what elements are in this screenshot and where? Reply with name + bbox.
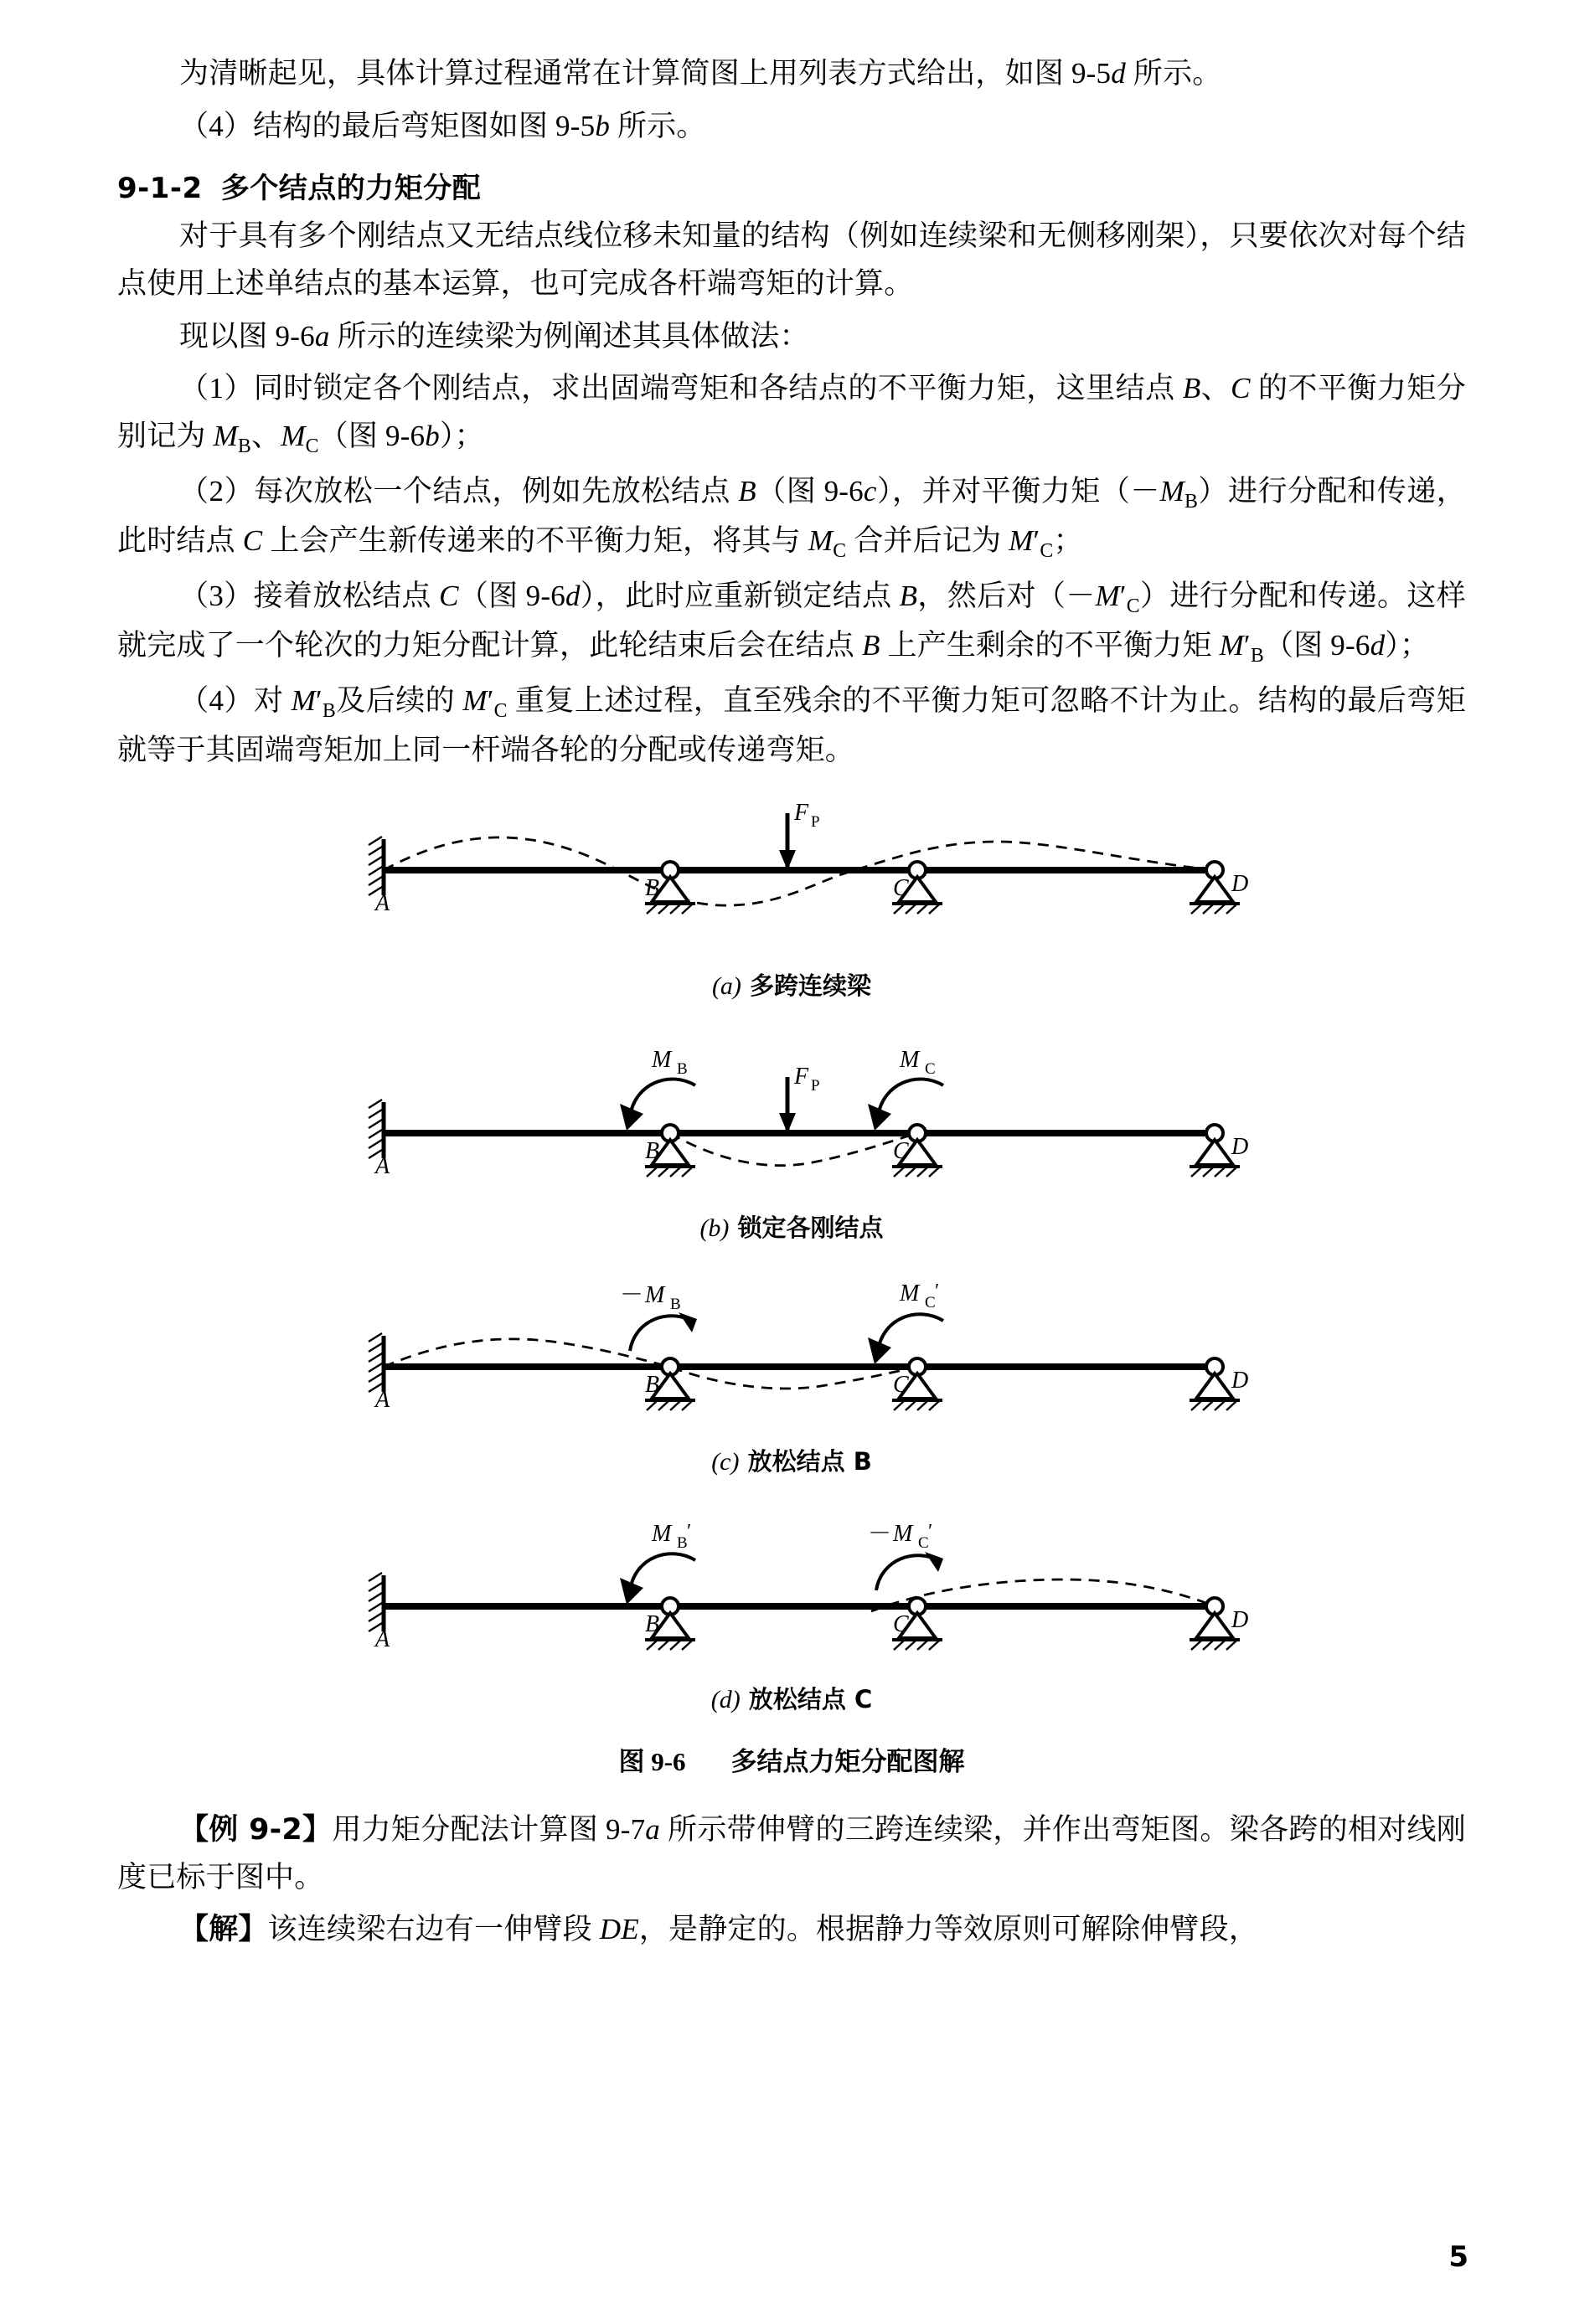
figure-main-caption [117, 1740, 1466, 1778]
svg-text:′: ′ [928, 1521, 933, 1543]
svg-text:F: F [794, 1064, 809, 1090]
paragraph-step-4: （4）对 $M'_B$及后续的 $M'_C$ 重复上述过程，直至残余的不平衡力矩可忽略不计为止。结构的最后弯矩就等于其固端弯矩加上同一杆端各轮的分配或传递弯矩。 [117, 683, 1466, 767]
svg-text:M: M [900, 1281, 920, 1307]
subfigure-c [117, 1279, 1466, 1477]
svg-text:A: A [375, 1387, 390, 1414]
svg-text:C: C [918, 1534, 929, 1553]
section-title: 多个结点的力矩分配 [220, 172, 482, 206]
svg-text:C: C [893, 1138, 909, 1165]
svg-text:A: A [375, 1153, 390, 1180]
svg-text:B: B [645, 1138, 660, 1165]
svg-text:M: M [652, 1521, 672, 1548]
svg-text:M: M [645, 1282, 665, 1309]
page-number: 5 [1448, 2240, 1468, 2274]
svg-text:B: B [645, 875, 660, 902]
svg-text:B: B [677, 1060, 688, 1079]
paragraph-intro-1: 为清晰起见，具体计算过程通常在计算简图上用列表方式给出，如图 9-5d 所示。 [179, 57, 1222, 90]
svg-text:M: M [900, 1047, 920, 1074]
svg-text:C: C [893, 1611, 909, 1638]
section-number: 9-1-2 [117, 172, 203, 206]
subfigure-c-text: 放松结点 B [747, 1447, 872, 1476]
subfigure-d-drawing [117, 1512, 1466, 1676]
subfigure-c-drawing [117, 1279, 1466, 1438]
svg-text:B: B [677, 1534, 688, 1553]
subfigure-b-label: (b) [699, 1214, 730, 1243]
svg-text:D: D [1231, 1607, 1249, 1634]
example-tag: 【例 9-2】 [179, 1813, 333, 1847]
subfigure-a-caption [117, 967, 1466, 1002]
paragraph-body-1: 对于具有多个刚结点又无结点线位移未知量的结构（例如连续梁和无侧移刚架），只要依次对每个结点使用上述单结点的基本运算，也可完成各杆端弯矩的计算。 [117, 219, 1466, 301]
subfigure-a-label: (a) [711, 972, 741, 1001]
svg-text:M: M [652, 1047, 672, 1074]
paragraph-body-2: 现以图 9-6a 所示的连续梁为例阐述其具体做法： [179, 319, 809, 353]
svg-text:D: D [1231, 871, 1249, 898]
subfigure-b-text: 锁定各刚结点 [737, 1214, 884, 1243]
figure-title: 多结点力矩分配图解 [730, 1747, 965, 1778]
page-content [117, 50, 1466, 1959]
svg-text:B: B [645, 1372, 660, 1399]
svg-text:C: C [893, 1372, 909, 1399]
svg-text:M: M [893, 1521, 913, 1548]
svg-text:C: C [925, 1060, 936, 1079]
paragraph-example: 【例 9-2】用力矩分配法计算图 9-7a 所示带伸臂的三跨连续梁，并作出弯矩图。梁各跨的相对线刚度已标于图中。 [117, 1813, 1466, 1894]
svg-text:A: A [375, 890, 390, 917]
svg-text:D: D [1231, 1368, 1249, 1394]
paragraph-step-3: （3）接着放松结点 C（图 9-6d），此时应重新锁定结点 B，然后对$(-M'_C)$进行分配和传递。这样就完成了一个轮次的力矩分配计算，此轮结束后会在结点 B 上产生剩余的不平衡力矩 $M'_B$（图 9-6d）； [117, 579, 1466, 667]
paragraph-solution: 【解】该连续梁右边有一伸臂段 DE，是静定的。根据静力等效原则可解除伸臂段， [179, 1913, 1259, 1947]
svg-text:F: F [794, 803, 809, 827]
subfigure-d-caption [117, 1681, 1466, 1715]
svg-text:′: ′ [935, 1281, 940, 1303]
figure-9-6 [117, 803, 1466, 1778]
svg-text:P: P [811, 813, 820, 832]
subfigure-a [117, 803, 1466, 1002]
subfigure-b-caption [117, 1209, 1466, 1244]
svg-text:P: P [811, 1077, 820, 1095]
paragraph-intro-2: （4）结构的最后弯矩图如图 9-5b 所示。 [179, 109, 706, 142]
subfigure-a-text: 多跨连续梁 [750, 971, 872, 1001]
svg-text:－: － [620, 1282, 644, 1309]
subfigure-b-drawing [117, 1037, 1466, 1204]
svg-text:′: ′ [687, 1521, 692, 1543]
paragraph-step-2: （2）每次放松一个结点，例如先放松结点 B（图 9-6c），并对平衡力矩$(-M_B)$进行分配和传递，此时结点 C 上会产生新传递来的不平衡力矩，将其与 $M_C$ 合并后记为 $M'_C$； [117, 474, 1466, 563]
subfigure-a-drawing [117, 803, 1466, 962]
paragraph-step-1: （1）同时锁定各个刚结点，求出固端弯矩和各结点的不平衡力矩，这里结点 B、C 的不平衡力矩分别记为 $M_B$、$M_C$（图 9-6b）； [117, 372, 1466, 458]
subfigure-d-label: (d) [710, 1686, 741, 1714]
figure-number: 图 9-6 [618, 1747, 686, 1777]
subfigure-c-label: (c) [711, 1448, 740, 1476]
svg-text:C: C [893, 875, 909, 902]
svg-text:B: B [645, 1611, 660, 1638]
svg-text:B: B [670, 1296, 681, 1314]
subfigure-d-text: 放松结点 C [748, 1685, 873, 1714]
subfigure-d [117, 1512, 1466, 1715]
svg-text:－: － [868, 1521, 892, 1548]
svg-text:A: A [375, 1626, 390, 1653]
svg-text:D: D [1231, 1134, 1249, 1161]
subfigure-b [117, 1037, 1466, 1244]
section-heading [117, 165, 1466, 206]
svg-text:C: C [925, 1294, 936, 1312]
subfigure-c-caption [117, 1443, 1466, 1477]
solution-tag: 【解】 [179, 1913, 268, 1947]
